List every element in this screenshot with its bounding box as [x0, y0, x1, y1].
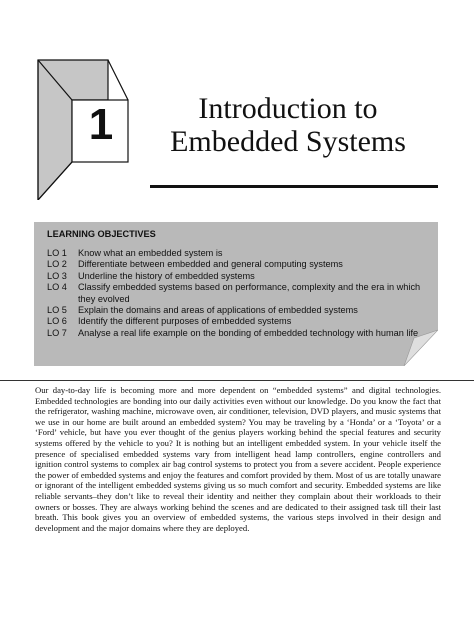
chapter-number: 1: [88, 100, 114, 149]
objective-text: Analyse a real life example on the bonding of embedded technology with human life: [78, 327, 419, 338]
objective-text: Explain the domains and areas of applications of embedded systems: [78, 305, 358, 316]
objective-item: [47, 282, 437, 305]
objective-text: Identify the different purposes of embedded systems: [78, 316, 292, 327]
objective-code: LO 3: [47, 270, 67, 281]
objective-item: [47, 248, 437, 259]
objective-code: LO 4: [47, 282, 67, 293]
objective-item: [47, 271, 437, 282]
objective-text: Underline the history of embedded systems: [78, 270, 255, 281]
objective-text: Differentiate between embedded and general computing systems: [78, 259, 343, 270]
objective-code: LO 1: [47, 248, 67, 258]
objective-item: [47, 259, 437, 270]
objective-text: Classify embedded systems based on performance, complexity and the era in which they evolved: [78, 282, 421, 304]
learning-objectives-box: [34, 222, 438, 366]
section-divider: [0, 380, 474, 381]
objective-code: LO 5: [47, 305, 67, 316]
objectives-heading: LEARNING OBJECTIVES: [47, 229, 156, 239]
chapter-title: [158, 92, 418, 158]
intro-paragraph: Our day-to-day life is becoming more and more dependent on “embedded systems” and digital technologies. Embedded technologies are bonding into our daily activities even without our knowledge. Do you know the fact that the refrigerator, washing machine, microwave oven, air conditioner, television, DVD players, and music systems that we use in our home are built around an embedded system? You may be traveling by a ‘Honda’ or a ‘Toyota’ or a ‘Ford’ vehicle, but have you ever thought of the genius players working behind the special features and security systems offered by the vehicle to you? It is nothing but an intelligent embedded system. In your vehicle itself the presence of specialised embedded systems vary from intelligent head lamp controllers, engine controllers and ignition control systems to complex air bag control systems to protect you from a severe accident. People experience the power of embedded systems and enjoy the features and comfort provided by them. Most of us are totally unaware or ignorant of the intelligent embedded systems giving us so much comfort and security. Embedded systems are like reliable servants–they don’t like to reveal their identity and neither they complain about their workloads to their owners or bosses. They are always working behind the scenes and are dedicated to their assigned task till their last breath. This book gives you an overview of embedded systems, the various steps involved in their design and development and the major domains where they are deployed.: [35, 385, 441, 533]
objectives-list: [47, 248, 437, 339]
objective-item: [47, 305, 437, 316]
objective-item: [47, 328, 437, 339]
title-underline: [150, 185, 438, 188]
chapter-title-line-1: Introduction to: [198, 92, 378, 125]
objective-item: [47, 316, 437, 327]
chapter-title-line-2: Embedded Systems: [170, 125, 406, 158]
chapter-header: [0, 0, 474, 200]
objective-code: LO 6: [47, 316, 67, 327]
objective-code: LO 7: [47, 327, 67, 338]
objective-code: LO 2: [47, 259, 67, 270]
objective-text: Know what an embedded system is: [78, 248, 223, 258]
